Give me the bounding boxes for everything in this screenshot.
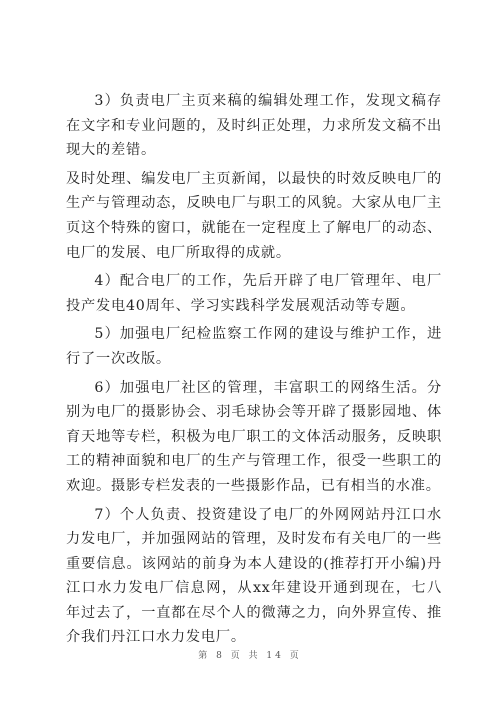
paragraph-item-3: 3）负责电厂主页来稿的编辑处理工作，发现文稿存在文字和专业问题的，及时纠正处理，力求所发文稿不出现大的差错。 (66, 93, 442, 159)
paragraph-item-6: 6）加强电厂社区的管理，丰富职工的网络生活。分别为电厂的摄影协会、羽毛球协会等开辟了摄影园地、体育天地等专栏，积极为电厂职工的文体活动服务，反映职工的精神面貌和电厂的生产与管理工作，很受一些职工的欢迎。摄影专栏发表的一些摄影作品，已有相当的水准。 (66, 379, 442, 494)
document-body (66, 89, 442, 654)
page-number-footer: 第 8 页 共 14 页 (198, 651, 302, 661)
paragraph-item-7: 7）个人负责、投资建设了电厂的外网网站丹江口水力发电厂，并加强网站的管理，及时发布有关电厂的一些重要信息。该网站的前身为本人建设的(推荐打开小编)丹江口水力发电厂信息网，从xx年建设开通到现在，七八年过去了，一直都在尽个人的微薄之力，向外界宣传、推介我们丹江口水力发电厂。 (66, 506, 442, 646)
paragraph-item-5: 5）加强电厂纪检监察工作网的建设与维护工作，进行了一次改版。 (66, 326, 442, 367)
paragraph-news-handling: 及时处理、编发电厂主页新闻，以最快的时效反映电厂的生产与管理动态，反映电厂与职工的风貌。大家从电厂主页这个特殊的窗口，就能在一定程度上了解电厂的动态、电厂的发展、电厂所取得的成就。 (66, 170, 442, 261)
paragraph-item-4: 4）配合电厂的工作，先后开辟了电厂管理年、电厂投产发电40周年、学习实践科学发展观活动等专题。 (66, 273, 442, 314)
